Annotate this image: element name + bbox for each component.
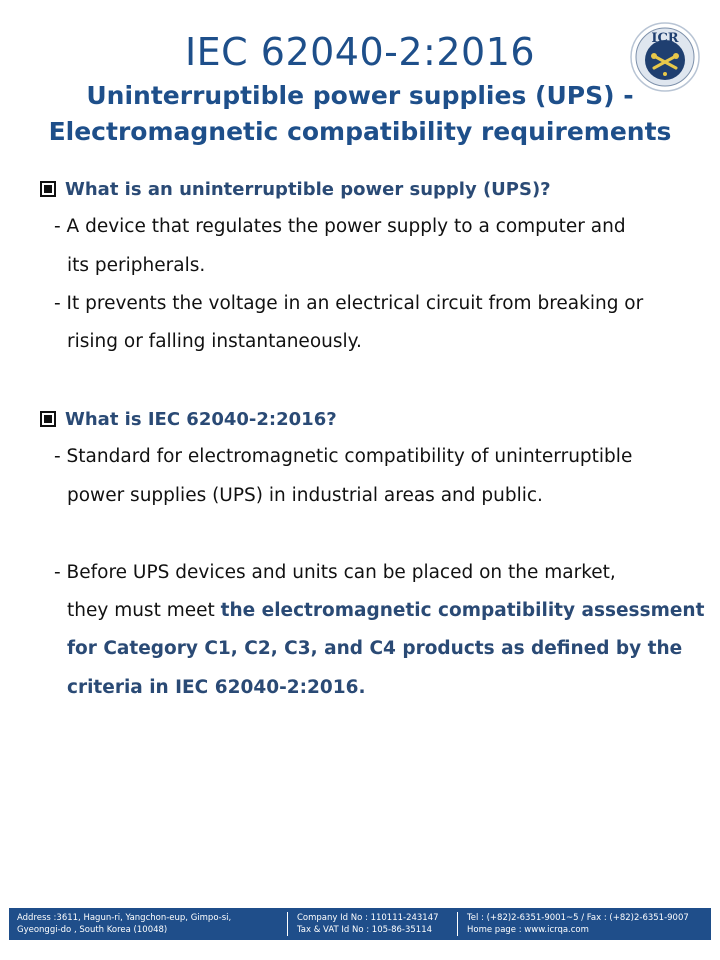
section2-highlight: criteria in IEC 62040-2:2016. [67, 677, 366, 698]
page-subtitle-line1: Uninterruptible power supplies (UPS) - [86, 81, 634, 110]
section1-line: - A device that regulates the power supply to a computer and [54, 216, 626, 237]
footer-contact-line2: Home page : www.icrqa.com [467, 925, 589, 935]
section2-line: power supplies (UPS) in industrial areas and public. [67, 485, 543, 506]
section2-heading [40, 409, 337, 430]
footer-divider [457, 912, 458, 936]
section1-heading [40, 179, 551, 200]
section2-line: - Standard for electromagnetic compatibility of uninterruptible [54, 446, 633, 467]
footer-company-line2: Tax & VAT Id No : 105-86-35114 [297, 925, 433, 935]
footer-company-line1: Company Id No : 110111-243147 [297, 913, 439, 923]
footer-bar [9, 908, 711, 940]
section1-line: rising or falling instantaneously. [67, 331, 362, 352]
square-bullet-icon [40, 181, 56, 197]
section2-highlight: for Category C1, C2, C3, and C4 products as defined by the [67, 638, 683, 659]
footer-address [17, 912, 231, 936]
page-subtitle-line2: Electromagnetic compatibility requirements [48, 117, 672, 146]
footer-contact-line1: Tel : (+82)2-6351-9001~5 / Fax : (+82)2-6351-9007 [467, 913, 689, 923]
section1-line: - It prevents the voltage in an electrical circuit from breaking or [54, 293, 644, 314]
footer-address-line1: Address :3611, Hagun-ri, Yangchon-eup, Gimpo-si, [17, 913, 232, 923]
section2-highlight: the electromagnetic compatibility assessment [220, 600, 705, 621]
page-title: IEC 62040-2:2016 [184, 30, 536, 74]
square-bullet-icon [40, 411, 56, 427]
section2-line-prefix: they must meet [67, 600, 221, 621]
section2-heading-text: What is IEC 62040-2:2016? [65, 409, 337, 430]
footer-divider [287, 912, 288, 936]
logo-text: ICR [651, 31, 679, 46]
section2-line: - Before UPS devices and units can be placed on the market, [54, 562, 616, 583]
footer-company [297, 912, 439, 936]
section1-line: its peripherals. [67, 255, 206, 276]
icr-logo [630, 22, 700, 92]
section1-heading-text: What is an uninterruptible power supply (UPS)? [65, 179, 551, 200]
footer-contact [467, 912, 689, 936]
section2-line [67, 600, 704, 621]
footer-address-line2: Gyeonggi-do , South Korea (10048) [17, 925, 168, 935]
